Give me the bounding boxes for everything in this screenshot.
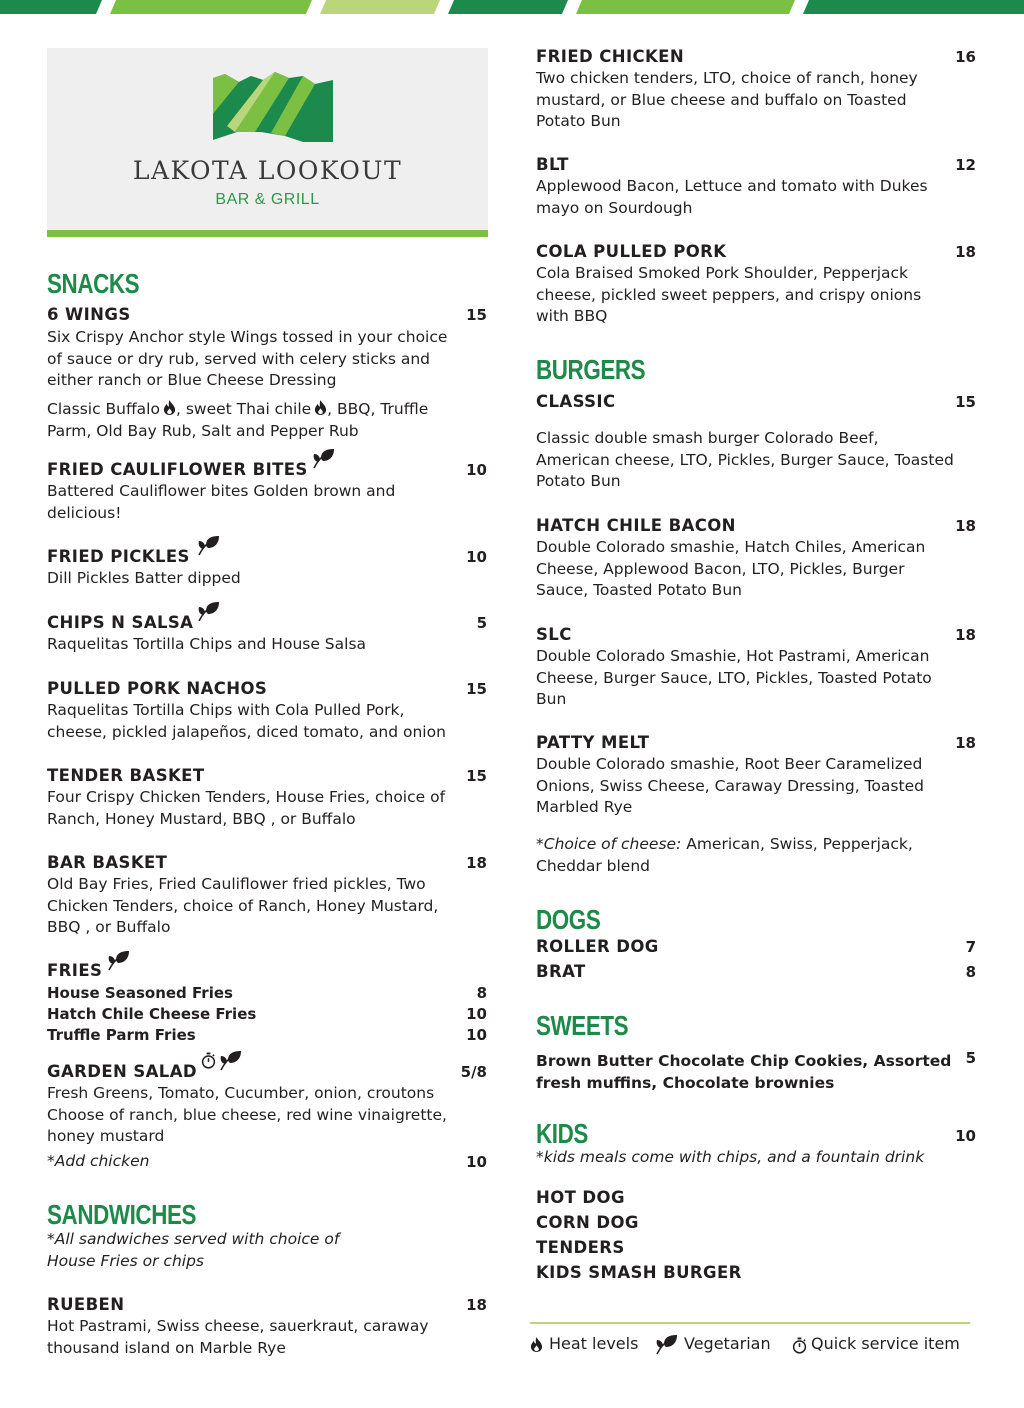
item-name-pickles: FRIED PICKLES [47, 547, 190, 566]
legend-heat-label: Heat levels [549, 1334, 639, 1353]
item-name-slc: SLC [536, 625, 572, 644]
section-heading-sandwiches: SANDWICHES [47, 1199, 197, 1230]
item-desc-classic: Classic double smash burger Colorado Beef, American cheese, LTO, Pickles, Burger Sauce, Toasted Potato Bun [536, 429, 954, 490]
item-desc-chips: Raquelitas Tortilla Chips and House Salsa [47, 635, 367, 653]
item-desc-rueben: Hot Pastrami, Swiss cheese, sauerkraut, caraway thousand island on Marble Rye [47, 1317, 429, 1357]
leaf-icon [655, 1334, 679, 1356]
flame-icon [530, 1336, 543, 1353]
fries-option-price: 10 [466, 1026, 487, 1044]
item-price-pickles: 10 [466, 548, 487, 566]
leaf-icon [197, 601, 221, 623]
item-name-blt: BLT [536, 155, 569, 174]
fries-option-price: 8 [476, 984, 487, 1002]
item-name-chips: CHIPS N SALSA [47, 613, 194, 632]
item-name-cola-pulled-pork: COLA PULLED PORK [536, 242, 727, 261]
leaf-icon [219, 1050, 243, 1072]
item-desc-tender-basket: Four Crispy Chicken Tenders, House Fries, choice of Ranch, Honey Mustard, BBQ , or Buffalo [47, 788, 446, 828]
logo-panel [47, 48, 488, 230]
item-price-patty-melt: 18 [955, 734, 976, 752]
section-heading-snacks: SNACKS [47, 268, 140, 299]
item-name-patty-melt: PATTY MELT [536, 733, 650, 752]
item-desc-nachos: Raquelitas Tortilla Chips with Cola Pulled Pork, cheese, pickled jalapeños, diced tomato, and onion [47, 701, 446, 741]
item-desc-hatch-chile-bacon: Double Colorado smashie, Hatch Chiles, American Cheese, Applewood Bacon, LTO, Pickles, Burger Sauce, Toasted Potato Bun [536, 538, 926, 599]
stopwatch-icon [201, 1052, 216, 1069]
item-price-bar-basket: 18 [466, 854, 487, 872]
kids-item: KIDS SMASH BURGER [536, 1263, 742, 1282]
item-desc-cauliflower: Battered Cauliflower bites Golden brown and delicious! [47, 482, 396, 522]
fries-option-price: 10 [466, 1005, 487, 1023]
mountain-logo-icon [211, 70, 335, 144]
item-price-nachos: 15 [466, 680, 487, 698]
item-price-blt: 12 [955, 156, 976, 174]
item-desc-garden-salad: Fresh Greens, Tomato, Cucumber, onion, croutons Choose of ranch, blue cheese, red wine vinaigrette, honey mustard [47, 1084, 447, 1145]
kids-item: TENDERS [536, 1238, 625, 1257]
kids-price: 10 [955, 1127, 976, 1145]
item-desc-blt: Applewood Bacon, Lettuce and tomato with Dukes mayo on Sourdough [536, 177, 928, 217]
stopwatch-icon [792, 1337, 807, 1354]
section-heading-kids: KIDS [536, 1118, 588, 1149]
leaf-icon [197, 535, 221, 557]
item-name-rueben: RUEBEN [47, 1295, 125, 1314]
item-desc-cola-pulled-pork: Cola Braised Smoked Pork Shoulder, Pepperjack cheese, pickled sweet peppers, and crispy onions with BBQ [536, 264, 922, 325]
item-name-hatch-chile-bacon: HATCH CHILE BACON [536, 516, 736, 535]
item-name-fried-chicken: FRIED CHICKEN [536, 47, 685, 66]
item-price-tender-basket: 15 [466, 767, 487, 785]
item-price-cola-pulled-pork: 18 [955, 243, 976, 261]
top-stripe-band [0, 0, 1024, 14]
brand-name: LAKOTA LOOKOUT [132, 156, 403, 185]
fries-option-name: House Seasoned Fries [47, 984, 233, 1002]
brand-subtitle: BAR & GRILL [215, 191, 320, 208]
salad-addon-label: *Add chicken [47, 1152, 150, 1170]
legend-quick-label: Quick service item [811, 1334, 960, 1353]
item-desc-wings: Six Crispy Anchor style Wings tossed in your choice of sauce or dry rub, served with celery sticks and either ranch or Blue Cheese Dressing [47, 328, 448, 389]
item-name-tender-basket: TENDER BASKET [47, 766, 205, 785]
dog-item-name: ROLLER DOG [536, 937, 659, 956]
item-price-fried-chicken: 16 [955, 48, 976, 66]
item-desc-pickles: Dill Pickles Batter dipped [47, 569, 241, 587]
leaf-icon [107, 950, 131, 972]
flame-icon [314, 399, 327, 416]
sweets-price: 5 [965, 1049, 976, 1067]
dog-item-price: 7 [965, 938, 976, 956]
kids-note: *kids meals come with chips, and a fountain drink [536, 1148, 925, 1166]
legend-vegetarian-label: Vegetarian [684, 1334, 771, 1353]
cheese-choice-note: *Choice of cheese: American, Swiss, Pepperjack, Cheddar blend [536, 835, 913, 875]
item-price-chips: 5 [476, 614, 487, 632]
section-heading-dogs: DOGS [536, 904, 601, 935]
item-price-hatch-chile-bacon: 18 [955, 517, 976, 535]
logo-underline [47, 230, 488, 237]
section-heading-burgers: BURGERS [536, 354, 646, 385]
item-price-wings: 15 [466, 306, 487, 324]
item-price-cauliflower: 10 [466, 461, 487, 479]
item-name-nachos: PULLED PORK NACHOS [47, 679, 268, 698]
legend-divider [530, 1322, 970, 1324]
fries-option-name: Truffle Parm Fries [47, 1026, 196, 1044]
item-price-rueben: 18 [466, 1296, 487, 1314]
sweets-desc: Brown Butter Chocolate Chip Cookies, Assorted fresh muffins, Chocolate brownies [536, 1052, 952, 1092]
flame-icon [163, 399, 176, 416]
item-name-classic: CLASSIC [536, 392, 616, 411]
item-price-classic: 15 [955, 393, 976, 411]
section-heading-sweets: SWEETS [536, 1010, 629, 1041]
leaf-icon [312, 448, 336, 470]
item-desc-bar-basket: Old Bay Fries, Fried Cauliflower fried pickles, Two Chicken Tenders, choice of Ranch, Honey Mustard, BBQ , or Buffalo [47, 875, 439, 936]
item-name-wings: 6 WINGS [47, 305, 131, 324]
dog-item-name: BRAT [536, 962, 586, 981]
item-name-garden-salad: GARDEN SALAD [47, 1062, 197, 1081]
item-desc-patty-melt: Double Colorado smashie, Root Beer Caramelized Onions, Swiss Cheese, Caraway Dressing, Toasted Marbled Rye [536, 755, 924, 816]
sandwiches-note: *All sandwiches served with choice of House Fries or chips [47, 1230, 340, 1270]
item-desc-fried-chicken: Two chicken tenders, LTO, choice of ranch, honey mustard, or Blue cheese and buffalo on Toasted Potato Bun [536, 69, 918, 130]
fries-option-name: Hatch Chile Cheese Fries [47, 1005, 257, 1023]
wings-sauce-list: Classic Buffalo , sweet Thai chile , BBQ, Truffle Parm, Old Bay Rub, Salt and Pepper Rub [47, 400, 429, 440]
salad-addon-price: 10 [466, 1153, 487, 1171]
item-name-fries: FRIES [47, 961, 103, 980]
item-name-cauliflower: FRIED CAULIFLOWER BITES [47, 460, 308, 479]
item-name-bar-basket: BAR BASKET [47, 853, 168, 872]
item-desc-slc: Double Colorado Smashie, Hot Pastrami, American Cheese, Burger Sauce, LTO, Pickles, Toasted Potato Bun [536, 647, 932, 708]
item-price-slc: 18 [955, 626, 976, 644]
item-price-garden-salad: 5/8 [460, 1063, 487, 1081]
kids-item: HOT DOG [536, 1188, 625, 1207]
dog-item-price: 8 [965, 963, 976, 981]
kids-item: CORN DOG [536, 1213, 639, 1232]
